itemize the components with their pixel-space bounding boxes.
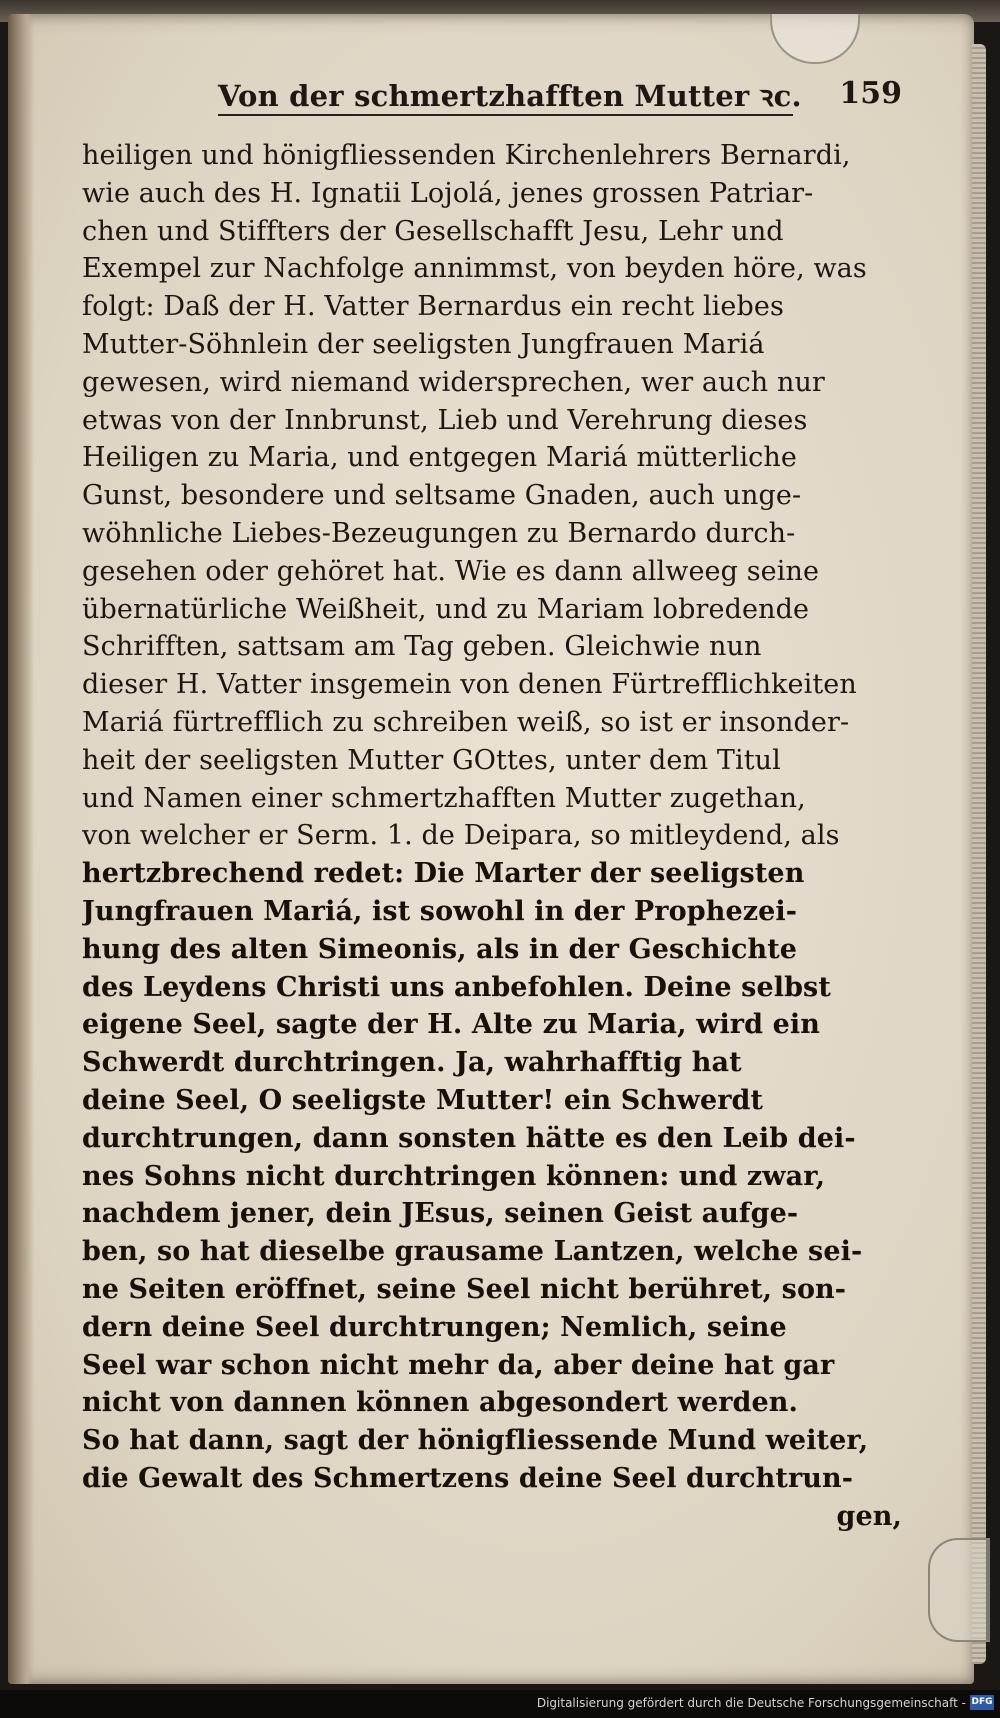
text-line: und Namen einer schmertzhafften Mutter zugethan, [82, 782, 806, 814]
quotation-line: nachdem jener, dein JEsus, seinen Geist aufge- [82, 1198, 799, 1230]
quotation-line: So hat dann, sagt der hönigfliessende Mund weiter, [82, 1425, 869, 1457]
quotation-line: hung des alten Simeonis, als in der Geschichte [82, 933, 798, 965]
dfg-logo: DFG [970, 1695, 994, 1710]
text-line: heiligen und hönigfliessenden Kirchenlehrers Bernardi, [82, 140, 851, 171]
text-line: gesehen oder gehöret hat. Wie es dann allweeg seine [82, 555, 820, 587]
funding-credit: Digitalisierung gefördert durch die Deutsche Forschungsgemeinschaft - [536, 1696, 966, 1710]
quotation-line: durchtrungen, dann sonsten hätte es den Leib dei- [82, 1122, 856, 1154]
text-line: Exempel zur Nachfolge annimmst, von beyden höre, was [82, 253, 867, 285]
quotation-line: nes Sohns nicht durchtringen können: und zwar, [82, 1160, 826, 1192]
text-line: übernatürliche Weißheit, und zu Mariam lobredende [82, 593, 810, 625]
text-line: wöhnliche Liebes-Bezeugungen zu Bernardo durch- [82, 517, 796, 549]
text-line: folgt: Daß der H. Vatter Bernardus ein recht liebes [82, 291, 784, 323]
quotation-line: deine Seel, O seeligste Mutter! ein Schwerdt [82, 1084, 764, 1116]
quotation-line: nicht von dannen können abgesondert werden. [82, 1387, 799, 1419]
text-line: gewesen, wird niemand widersprechen, wer auch nur [82, 366, 825, 398]
text-line: heit der seeligsten Mutter GOttes, unter dem Titul [82, 744, 781, 776]
text-line: von welcher er Serm. 1. de Deipara, so mitleydend, als [82, 820, 840, 852]
text-line: wie auch des H. Ignatii Lojolá, jenes grossen Patriar- [82, 177, 814, 209]
quotation-line: Seel war schon nicht mehr da, aber deine hat gar [82, 1349, 835, 1381]
page-header [218, 76, 908, 116]
page-fore-edge [972, 44, 986, 1664]
running-head: Von der schmertzhafften Mutter ꝛc. [218, 79, 802, 113]
digitization-footer [0, 1690, 1000, 1718]
header-rule [218, 114, 793, 116]
scanner-clip-top [770, 14, 860, 64]
page-gutter [8, 14, 34, 1684]
quotation-line: Schwerdt durchtringen. Ja, wahrhafftig hat [82, 1047, 742, 1079]
text-line: Heiligen zu Maria, und entgegen Mariá mütterliche [82, 442, 797, 474]
text-line: Mutter-Söhnlein der seeligsten Jungfrauen Mariá [82, 328, 765, 360]
text-line: etwas von der Innbrunst, Lieb und Verehrung dieses [82, 404, 808, 436]
quotation-line: eigene Seel, sagte der H. Alte zu Maria, wird ein [82, 1009, 820, 1041]
quotation-line: die Gewalt des Schmertzens deine Seel durchtrun- [82, 1462, 854, 1494]
quotation-line: Jungfrauen Mariá, ist sowohl in der Prophezei- [82, 895, 798, 927]
text-line: Mariá fürtrefflich zu schreiben weiß, so ist er insonder- [82, 706, 850, 738]
text-line: Gunst, besondere und seltsame Gnaden, auch unge- [82, 480, 802, 512]
body-text [82, 137, 912, 1535]
quotation-line: ne Seiten eröffnet, seine Seel nicht berühret, son- [82, 1273, 847, 1305]
quotation-line: ben, so hat dieselbe grausame Lantzen, welche sei- [82, 1236, 863, 1268]
text-line: Schrifften, sattsam am Tag geben. Gleichwie nun [82, 631, 762, 663]
text-line: chen und Stiffters der Gesellschafft Jesu, Lehr und [82, 215, 784, 247]
scanner-clip-right [928, 1538, 990, 1642]
text-line: dieser H. Vatter insgemein von denen Fürtrefflichkeiten [82, 669, 857, 701]
page-number: 159 [839, 76, 902, 111]
quotation-line: des Leydens Christi uns anbefohlen. Deine selbst [82, 971, 831, 1003]
catchword: gen, [836, 1500, 902, 1532]
quotation-line: hertzbrechend redet: Die Marter der seeligsten [82, 858, 805, 890]
quotation-line: dern deine Seel durchtrungen; Nemlich, seine [82, 1311, 787, 1343]
